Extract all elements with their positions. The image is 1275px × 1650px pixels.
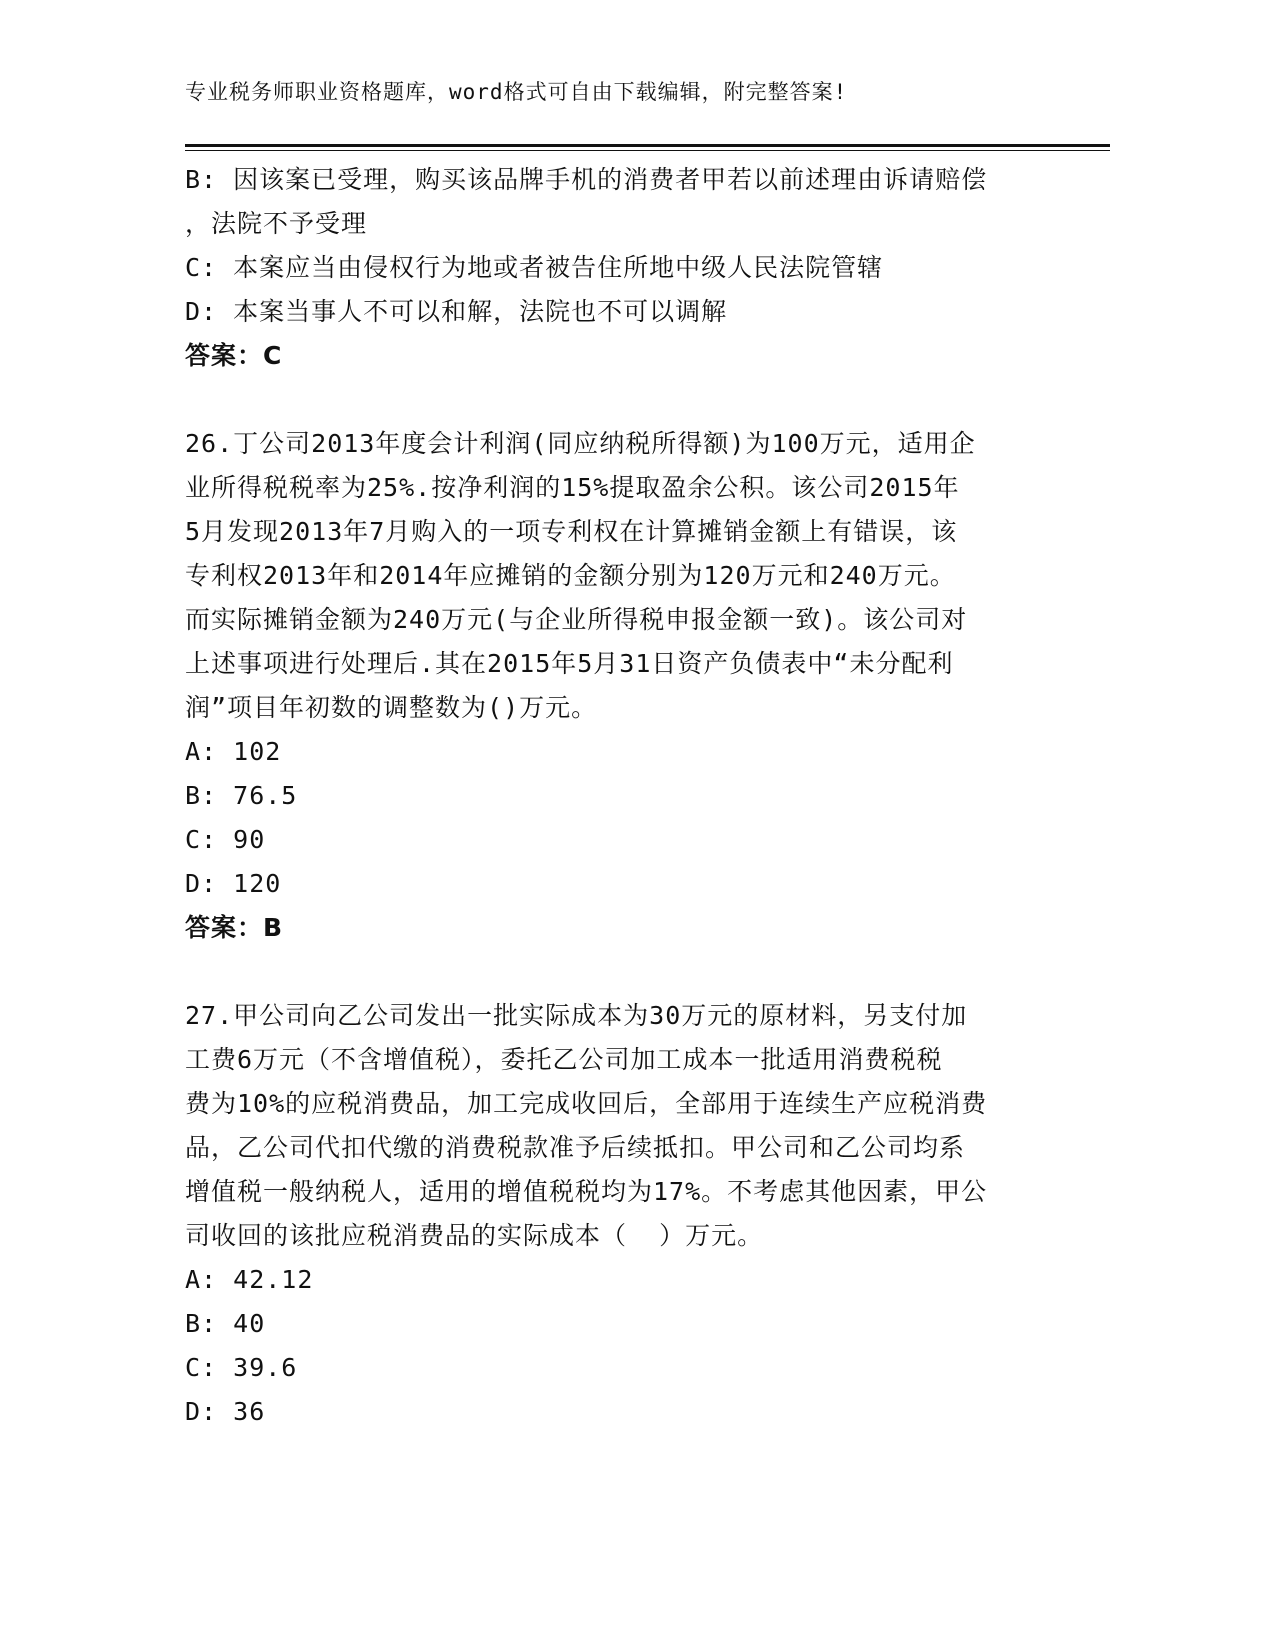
header-rule-thin	[185, 150, 1110, 151]
q27-option-c: C: 39.6	[185, 1353, 298, 1382]
spacer	[185, 378, 1065, 422]
q27-option-b: B: 40	[185, 1309, 266, 1338]
q26-stem-line: 润”项目年初数的调整数为()万元。	[185, 693, 598, 722]
document-body	[185, 158, 1065, 1434]
question-25	[185, 158, 1065, 378]
question-27	[185, 994, 1065, 1434]
q27-stem-line: 司收回的该批应税消费品的实际成本（ ）万元。	[185, 1221, 764, 1250]
q27-option-d: D: 36	[185, 1397, 266, 1426]
q26-option-a: A: 102	[185, 737, 282, 766]
q26-answer: 答案：B	[185, 913, 284, 942]
q26-option-d: D: 120	[185, 869, 282, 898]
spacer	[185, 950, 1065, 994]
q25-option-b-line2: ，法院不予受理	[185, 209, 368, 238]
q26-stem-line: 业所得税税率为25%.按净利润的15%提取盈余公积。该公司2015年	[185, 473, 960, 502]
q26-option-c: C: 90	[185, 825, 266, 854]
q27-stem-line: 增值税一般纳税人，适用的增值税税均为17%。不考虑其他因素，甲公	[185, 1177, 988, 1206]
q27-option-a: A: 42.12	[185, 1265, 314, 1294]
q25-option-d: D: 本案当事人不可以和解，法院也不可以调解	[185, 297, 728, 326]
header-rule-thick	[185, 144, 1110, 147]
q26-stem-line: 26.丁公司2013年度会计利润(同应纳税所得额)为100万元，适用企	[185, 429, 976, 458]
q26-stem-line: 专利权2013年和2014年应摊销的金额分别为120万元和240万元。	[185, 561, 956, 590]
q27-stem-line: 费为10%的应税消费品，加工完成收回后，全部用于连续生产应税消费	[185, 1089, 988, 1118]
q27-stem-line: 品，乙公司代扣代缴的消费税款准予后续抵扣。甲公司和乙公司均系	[185, 1133, 966, 1162]
q27-stem-line: 27.甲公司向乙公司发出一批实际成本为30万元的原材料，另支付加	[185, 1001, 968, 1030]
q26-stem-line: 5月发现2013年7月购入的一项专利权在计算摊销金额上有错误，该	[185, 517, 958, 546]
q25-answer: 答案：C	[185, 341, 283, 370]
q26-stem-line: 上述事项进行处理后.其在2015年5月31日资产负债表中“未分配利	[185, 649, 954, 678]
page-header: 专业税务师职业资格题库，word格式可自由下载编辑，附完整答案!	[185, 80, 848, 104]
q27-stem-line: 工费6万元（不含增值税），委托乙公司加工成本一批适用消费税税	[185, 1045, 943, 1074]
question-26	[185, 422, 1065, 950]
q26-option-b: B: 76.5	[185, 781, 298, 810]
q25-option-c: C: 本案应当由侵权行为地或者被告住所地中级人民法院管辖	[185, 253, 884, 282]
q26-stem-line: 而实际摊销金额为240万元(与企业所得税申报金额一致)。该公司对	[185, 605, 968, 634]
q25-option-b-line1: B: 因该案已受理，购买该品牌手机的消费者甲若以前述理由诉请赔偿	[185, 165, 988, 194]
